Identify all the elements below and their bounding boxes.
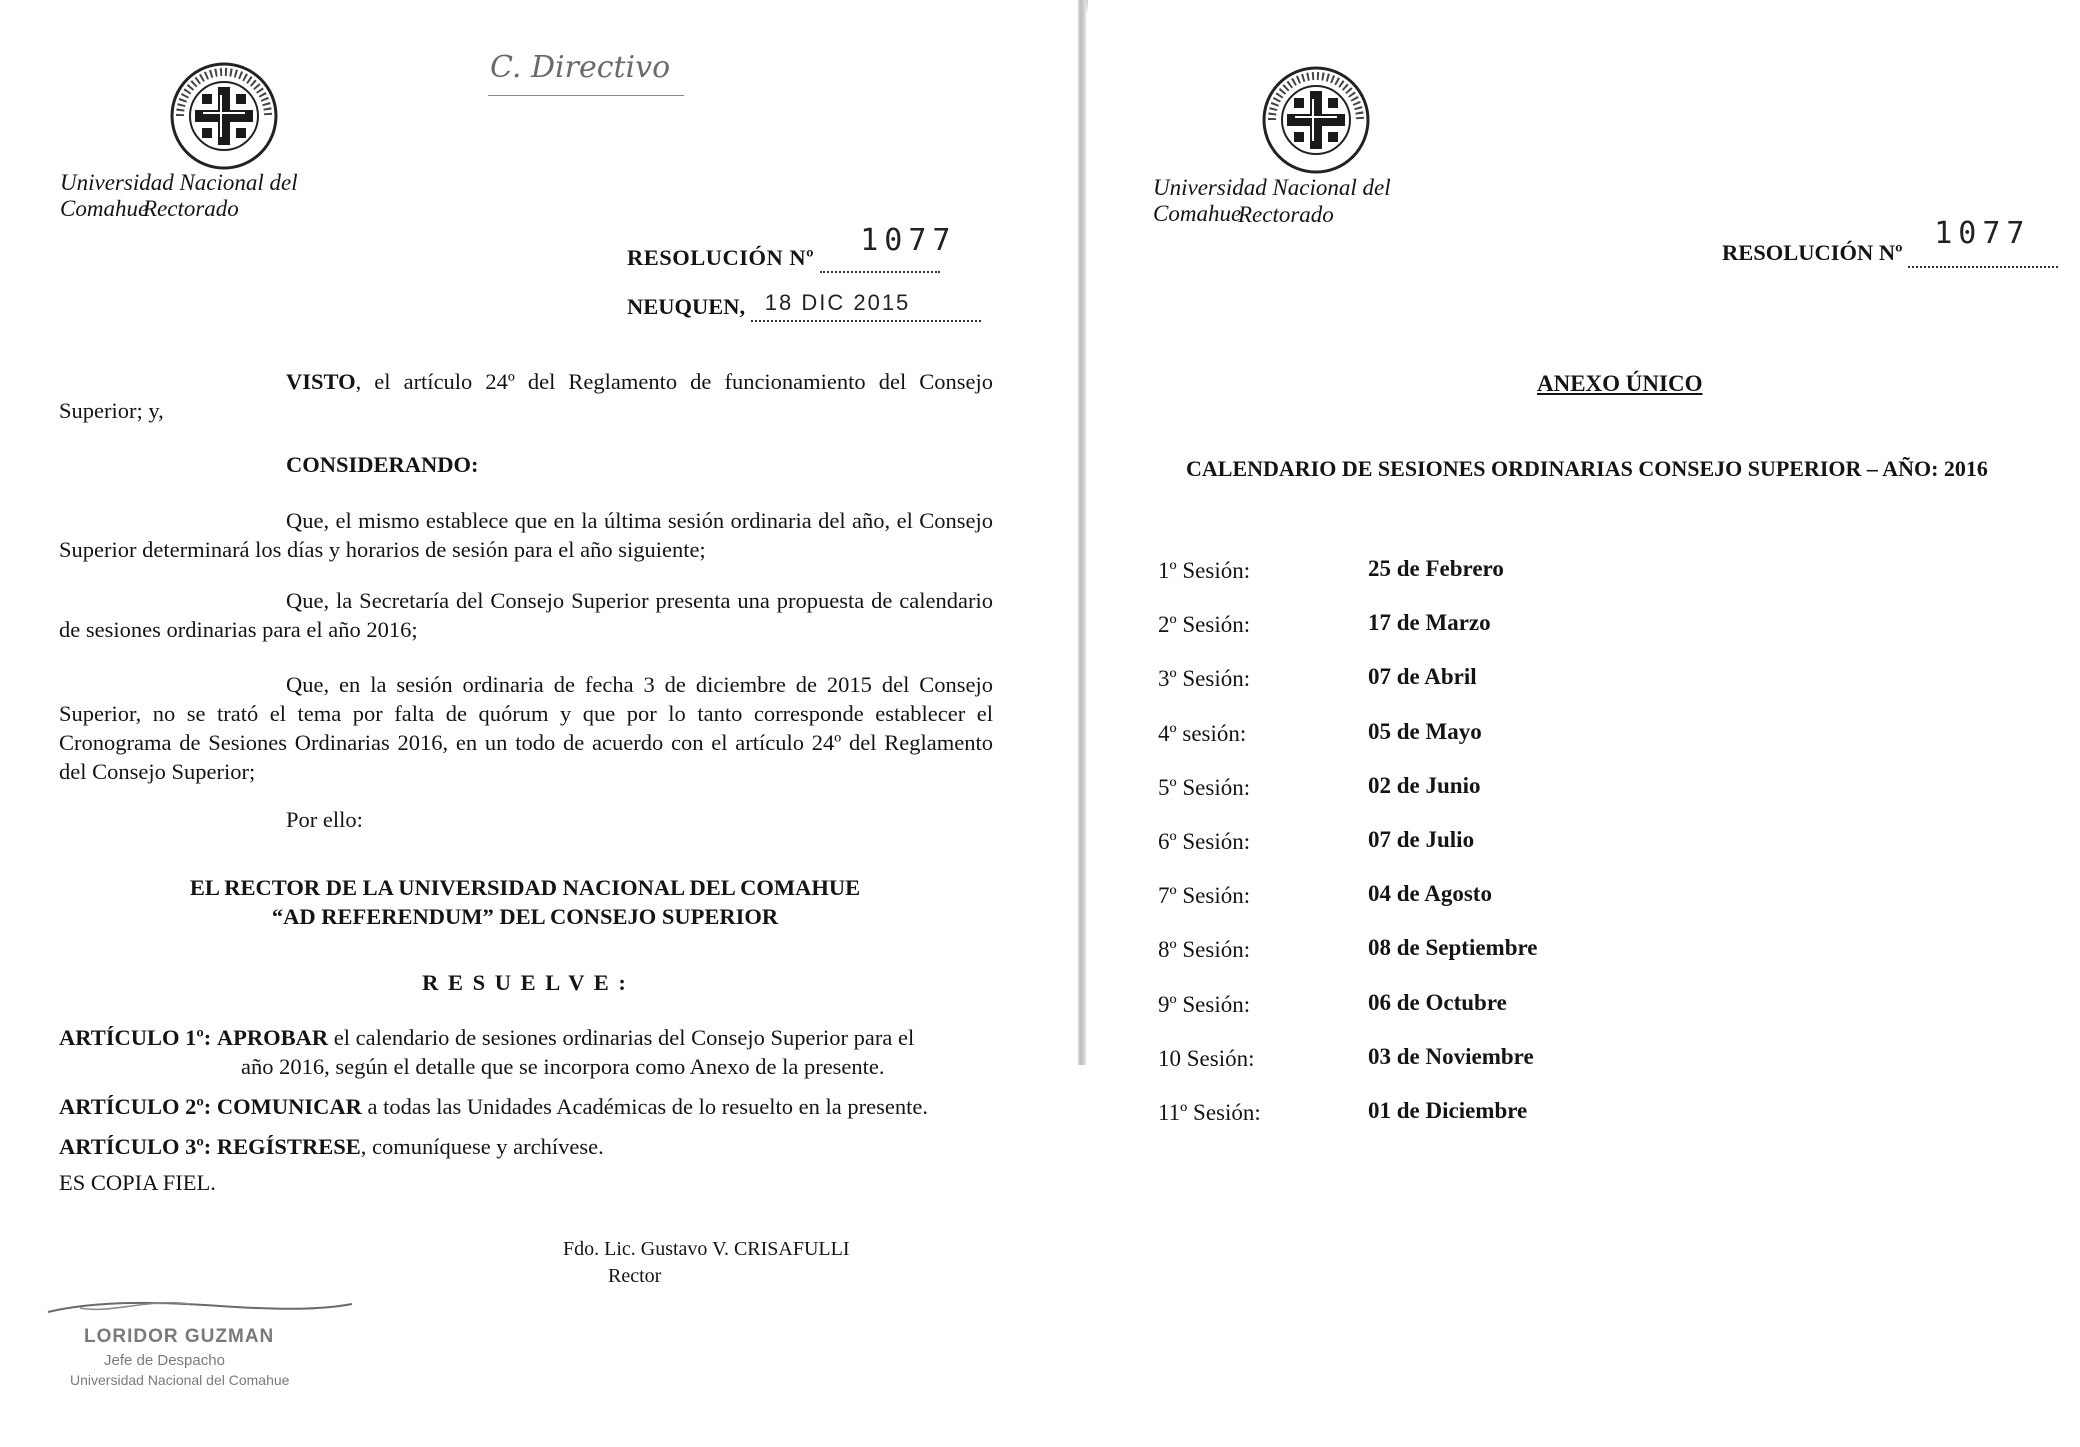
institution-office: Rectorado (143, 196, 239, 221)
copia-fiel: ES COPIA FIEL. (59, 1170, 216, 1195)
article-2-label: ARTÍCULO 2º: (59, 1094, 212, 1119)
resolution-number-line (627, 223, 957, 273)
page-divider (1078, 0, 1086, 1065)
session-schedule (1158, 558, 1758, 1138)
visto-paragraph (59, 367, 993, 425)
article-1 (59, 1023, 1009, 1052)
considerando-paragraph-3: Que, en la sesión ordinaria de fecha 3 de diciembre de 2015 del Consejo Superior, no se trató el tema por falta de quórum y que por lo tanto corresponde establecer el Cronograma de Sesiones Ordinarias 2016, en un todo de acuerdo con el artículo 24º del Reglamento del Consejo Superior; (59, 672, 993, 784)
article-2-text: a todas las Unidades Académicas de lo resuelto en la presente. (361, 1094, 928, 1119)
session-row: 8º Sesión: 08 de Septiembre (1158, 935, 1538, 962)
resolution-label: RESOLUCIÓN Nº (1722, 240, 1903, 265)
annex-subtitle: CALENDARIO DE SESIONES ORDINARIAS CONSEJO SUPERIOR – AÑO: 2016 (1186, 456, 1988, 481)
session-row: 6º Sesión: 07 de Julio (1158, 827, 1475, 854)
article-3-label: ARTÍCULO 3º: (59, 1134, 212, 1159)
visto-label: VISTO (286, 369, 356, 394)
resuelve-heading: R E S U E L V E : (422, 970, 628, 995)
resolution-number-line (1722, 216, 2058, 268)
university-seal-icon (1260, 64, 1372, 176)
signature-title: Rector (608, 1265, 662, 1287)
session-row: 5º Sesión: 02 de Junio (1158, 773, 1481, 800)
authority-line-1: EL RECTOR DE LA UNIVERSIDAD NACIONAL DEL COMAHUE (189, 875, 861, 900)
handwritten-note: C. Directivo (488, 50, 684, 96)
session-row: 9º Sesión: 06 de Octubre (1158, 990, 1507, 1017)
considerando-label: CONSIDERANDO: (286, 452, 479, 477)
article-1-verb: APROBAR (216, 1025, 329, 1050)
resolution-label: RESOLUCIÓN Nº (627, 245, 815, 270)
considerando-paragraph-2: Que, la Secretaría del Consejo Superior presenta una propuesta de calendario de sesiones ordinarias para el año 2016; (59, 588, 993, 642)
institution-name: Universidad Nacional del Comahue (1153, 175, 1391, 226)
resolution-number: 1077 (1934, 216, 2031, 251)
session-row: 2º Sesión: 17 de Marzo (1158, 610, 1491, 637)
session-row: 4º sesión: 05 de Mayo (1158, 719, 1482, 746)
article-2-verb: COMUNICAR (216, 1094, 362, 1119)
signature-name: Fdo. Lic. Gustavo V. CRISAFULLI (563, 1238, 850, 1260)
article-1-text: el calendario de sesiones ordinarias del Consejo Superior para el (328, 1025, 915, 1050)
stamp-name: LORIDOR GUZMAN (84, 1326, 275, 1347)
session-row: 7º Sesión: 04 de Agosto (1158, 881, 1492, 908)
article-3-text: , comuníquese y archívese. (360, 1134, 604, 1159)
article-2 (59, 1092, 928, 1121)
annex-page (1088, 0, 2080, 1447)
session-row: 11º Sesión: 01 de Diciembre (1158, 1098, 1528, 1125)
session-row: 1º Sesión: 25 de Febrero (1158, 556, 1504, 583)
annex-title: ANEXO ÚNICO (1537, 371, 1703, 396)
institution-name: Universidad Nacional del Comahue (60, 170, 298, 221)
article-3-verb: REGÍSTRESE (216, 1134, 361, 1159)
session-row: 3º Sesión: 07 de Abril (1158, 664, 1477, 691)
authority-line-2: “AD REFERENDUM” DEL CONSEJO SUPERIOR (271, 904, 779, 929)
resolution-date: 18 DIC 2015 (764, 290, 911, 315)
article-3 (59, 1132, 604, 1161)
article-1-label: ARTÍCULO 1º: (59, 1025, 212, 1050)
article-1-continuation: año 2016, según el detalle que se incorpora como Anexo de la presente. (241, 1054, 885, 1079)
university-seal-icon (168, 60, 280, 172)
por-ello: Por ello: (286, 807, 363, 832)
session-row: 10 Sesión: 03 de Noviembre (1158, 1044, 1534, 1071)
date-line (627, 290, 981, 322)
resolution-number: 1077 (860, 223, 957, 258)
considerando-paragraph-1: Que, el mismo establece que en la última sesión ordinaria del año, el Consejo Superior determinará los días y horarios de sesión para el año siguiente; (59, 508, 993, 562)
stamp-role: Jefe de Despacho (104, 1352, 225, 1369)
stamp-org: Universidad Nacional del Comahue (70, 1372, 290, 1388)
place-label: NEUQUEN, (627, 294, 746, 319)
institution-office: Rectorado (1238, 202, 1334, 227)
signature-scribble-icon (40, 1292, 360, 1322)
visto-text: , el artículo 24º del Reglamento de funcionamiento del Consejo Superior; y, (59, 369, 993, 423)
